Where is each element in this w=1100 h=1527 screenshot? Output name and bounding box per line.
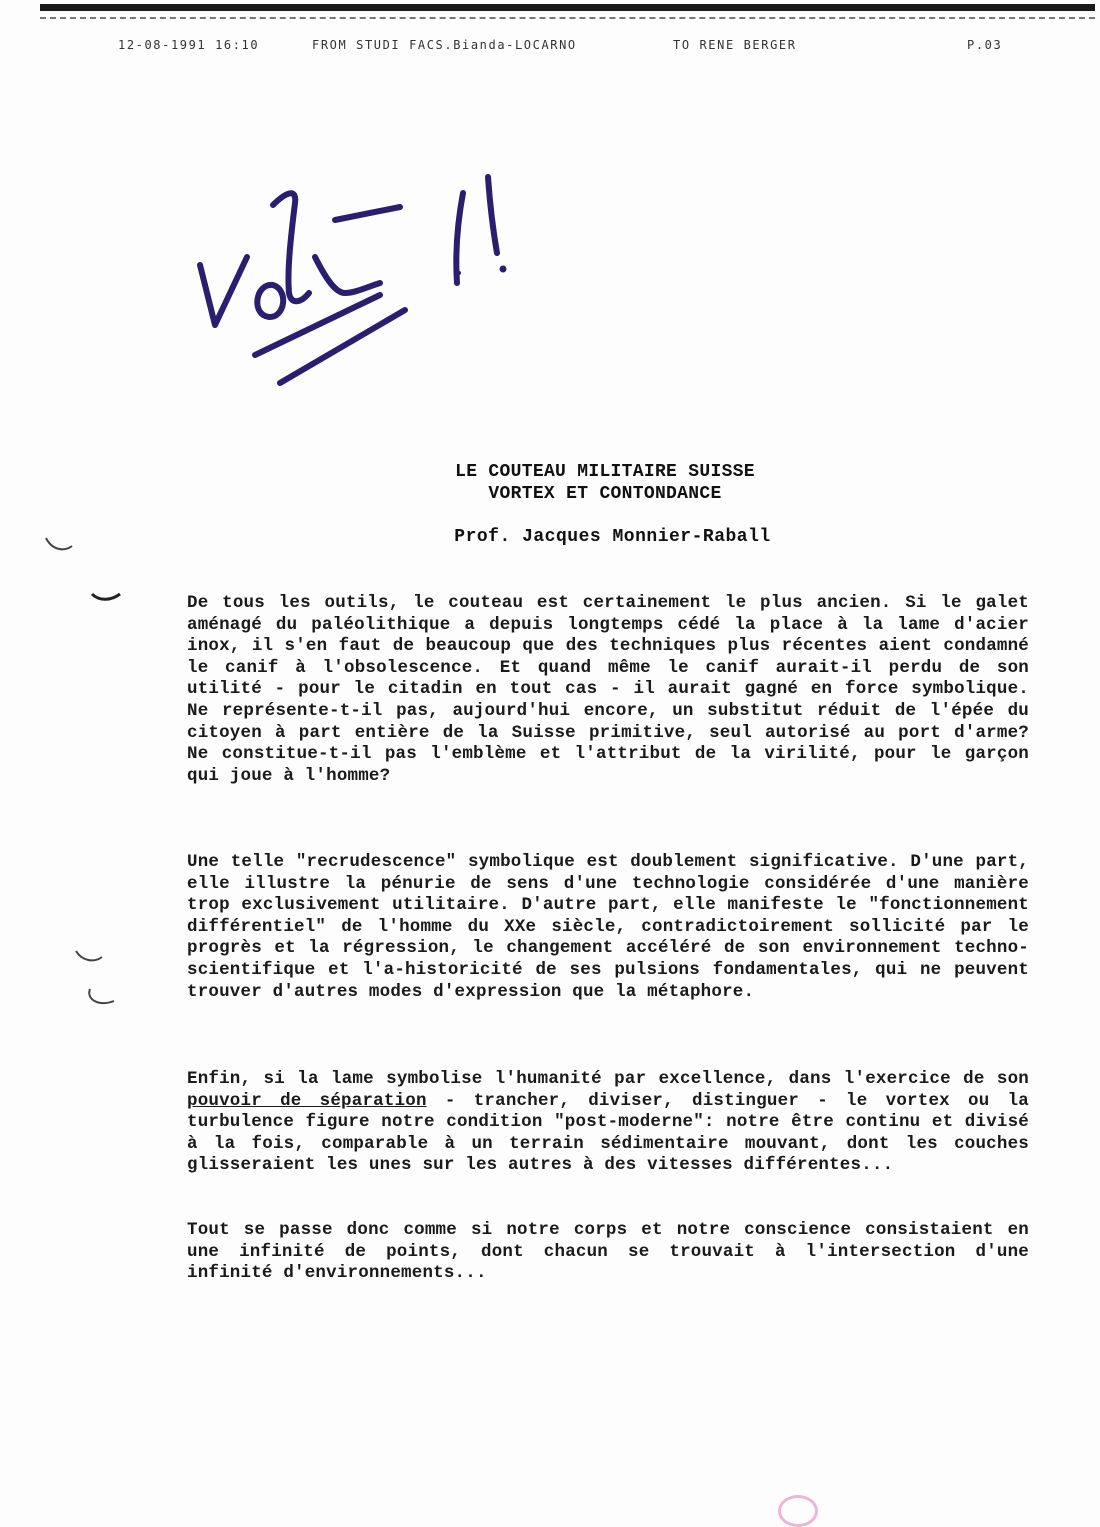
document-title-line2: VORTEX ET CONTONDANCE xyxy=(488,484,722,504)
dashed-rule xyxy=(40,17,1095,19)
paragraph-3 xyxy=(187,1069,1029,1177)
paragraph-2: Une telle "recrudescence" symbolique est doublement significative. D'une part, elle illustre la pénurie de sens d'une technologie considérée d'une manière trop exclusivement utilitaire. D'autre part, elle manifeste le "fonctionnement différentiel" de l'homme du XXe siècle, contradictoirement sollicité par le progrès et la régression, le changement accéléré de son environnement techno-scientifique et l'a-historicité de ses pulsions fondamentales, qui ne peuvent trouver d'autres modes d'expression que la métaphore. xyxy=(187,852,1029,1002)
fax-page-number: P.03 xyxy=(967,38,1003,52)
paragraph-3-text-before: Enfin, si la lame symbolise l'humanité par excellence, dans l'exercice de son xyxy=(187,1069,1029,1089)
handwritten-note xyxy=(185,165,525,400)
fax-to: TO RENE BERGER xyxy=(673,38,797,52)
paragraph-1: De tous les outils, le couteau est certainement le plus ancien. Si le galet aménagé du paléolithique a depuis longtemps cédé la place à la lame d'acier inox, il s'en faut de beaucoup que des techniques plus récentes aient condamné le canif à l'obsolescence. Et quand même le canif aurait-il perdu de son utilité - pour le citadin en tout cas - il aurait gagné en force symbolique. Ne représente-t-il pas, aujourd'hui encore, un substitut réduit de l'épée du citoyen à part entière de la Suisse primitive, seul autorisé au port d'arme? Ne constitue-t-il pas l'emblème et l'attribut de la virilité, pour le garçon qui joue à l'homme? xyxy=(187,593,1029,786)
punch-hole-mark xyxy=(84,985,120,1009)
underlined-phrase: pouvoir de séparation xyxy=(187,1090,427,1111)
top-border xyxy=(40,4,1095,11)
punch-hole-mark xyxy=(88,586,124,610)
fax-date: 12-08-1991 16:10 xyxy=(118,38,260,52)
punch-hole-mark xyxy=(42,532,78,556)
punch-hole-mark xyxy=(72,945,108,969)
paragraph-4: Tout se passe donc comme si notre corps et notre conscience consistaient en une infinité de points, dont chacun se trouvait à l'intersection d'une infinité d'environnements... xyxy=(187,1220,1029,1284)
document-title-line1: LE COUTEAU MILITAIRE SUISSE xyxy=(455,462,755,482)
document-author: Prof. Jacques Monnier-Raball xyxy=(454,527,771,547)
fax-from: FROM STUDI FACS.Bianda-LOCARNO xyxy=(312,38,577,52)
stamp-mark xyxy=(778,1495,818,1527)
paragraph-3-text-after: - trancher, diviser, distinguer - le vortex ou la turbulence figure notre condition "post-moderne": notre être continu et divisé à la fois, comparable à un terrain sédimentaire mouvant, dont les couches glisseraient les unes sur les autres à des vitesses différentes... xyxy=(187,1090,1029,1176)
fax-header xyxy=(0,38,1100,58)
